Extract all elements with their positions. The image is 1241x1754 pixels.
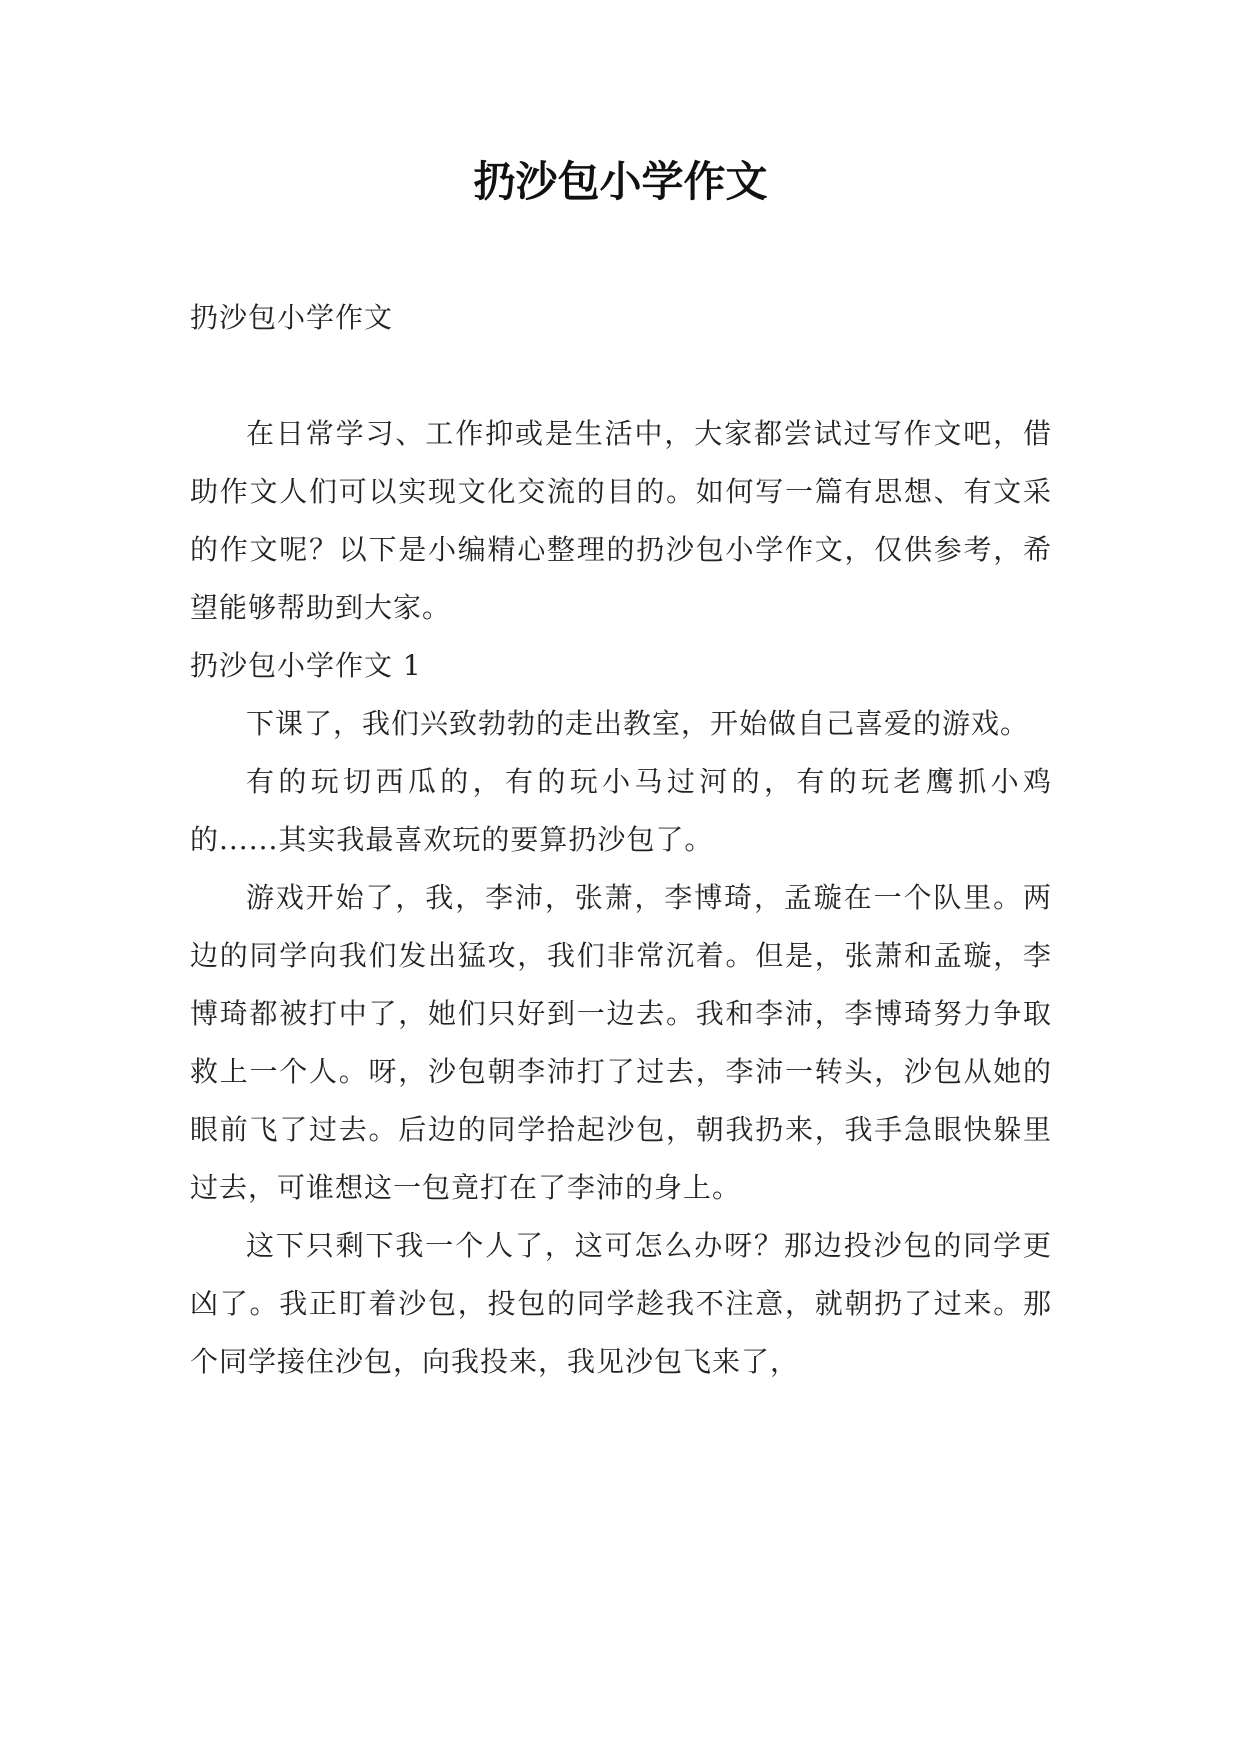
document-body: [190, 289, 1052, 1391]
document-title: 扔沙包小学作文: [473, 157, 768, 206]
body-paragraph: 有的玩切西瓜的，有的玩小马过河的，有的玩老鹰抓小鸡的......其实我最喜欢玩的要算扔沙包了。: [190, 765, 1052, 856]
intro-paragraph: 在日常学习、工作抑或是生活中，大家都尝试过写作文吧，借助作文人们可以实现文化交流的目的。如何写一篇有思想、有文采的作文呢？以下是小编精心整理的扔沙包小学作文，仅供参考，希望能够帮助到大家。: [190, 417, 1052, 624]
body-paragraph: 下课了，我们兴致勃勃的走出教室，开始做自己喜爱的游戏。: [246, 707, 1030, 740]
section-heading: 扔沙包小学作文 1: [190, 649, 422, 682]
document-subtitle: 扔沙包小学作文: [190, 301, 394, 334]
body-paragraph: 游戏开始了，我，李沛，张萧，李博琦，孟璇在一个队里。两边的同学向我们发出猛攻，我们非常沉着。但是，张萧和孟璇，李博琦都被打中了，她们只好到一边去。我和李沛，李博琦努力争取救上一个人。呀，沙包朝李沛打了过去，李沛一转头，沙包从她的眼前飞了过去。后边的同学拾起沙包，朝我扔来，我手急眼快躲里过去，可谁想这一包竟打在了李沛的身上。: [190, 881, 1052, 1204]
body-paragraph: 这下只剩下我一个人了，这可怎么办呀？那边投沙包的同学更凶了。我正盯着沙包，投包的同学趁我不注意，就朝扔了过来。那个同学接住沙包，向我投来，我见沙包飞来了，: [190, 1229, 1052, 1378]
